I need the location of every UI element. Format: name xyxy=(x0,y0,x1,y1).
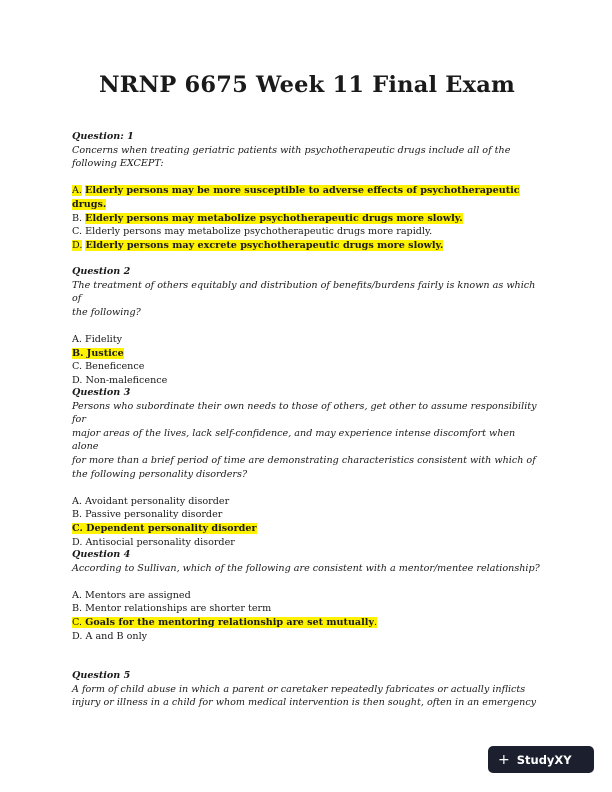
option-suffix: . xyxy=(374,616,378,628)
option-letter: B. xyxy=(72,509,83,521)
option-text: A and B only xyxy=(85,630,148,642)
option-text: drugs. xyxy=(72,198,107,210)
option-letter: D. xyxy=(72,536,83,548)
option-text: Mentor relationships are shorter term xyxy=(85,603,272,615)
option-text: Mentors are assigned xyxy=(85,589,191,601)
question-heading: Question 4 xyxy=(72,549,131,560)
question-stem-line: the following? xyxy=(72,306,141,318)
question-stem-line: Concerns when treating geriatric patients with psychotherapeutic drugs include all of the xyxy=(72,144,511,156)
question-stem-line: following EXCEPT: xyxy=(72,158,164,170)
badge-label: StudyXY xyxy=(516,752,572,767)
question-heading: Question 5 xyxy=(72,670,131,681)
question-stem-line: major areas of the lives, lack self-confidence, and may experience intense discomfort when alone xyxy=(72,427,516,453)
answer-option xyxy=(72,239,542,253)
question-2 xyxy=(72,265,542,387)
option-letter: D. xyxy=(72,630,83,642)
option-text: Elderly persons may metabolize psychotherapeutic drugs more slowly. xyxy=(85,212,463,224)
option-letter: D. xyxy=(72,374,83,386)
question-4 xyxy=(72,548,542,643)
answer-option xyxy=(72,333,542,347)
answer-option xyxy=(72,602,542,616)
option-letter: A. xyxy=(72,495,82,507)
option-text: Elderly persons may be more susceptible to adverse effects of psychotherapeutic xyxy=(85,185,520,197)
option-letter: C. xyxy=(72,522,83,534)
answer-option xyxy=(72,495,542,509)
option-text: Goals for the mentoring relationship are set mutually xyxy=(85,616,375,628)
question-stem-line: the following personality disorders? xyxy=(72,468,248,480)
question-heading: Question 2 xyxy=(72,266,131,277)
option-letter: A. xyxy=(72,185,82,197)
question-stem-line: According to Sullivan, which of the following are consistent with a mentor/mentee relationship? xyxy=(72,562,540,574)
option-text: Beneficence xyxy=(85,361,145,373)
option-letter: A. xyxy=(72,333,82,345)
option-text: Justice xyxy=(86,347,124,359)
answer-option xyxy=(72,360,542,374)
option-letter: C. xyxy=(72,616,83,628)
question-stem-line: The treatment of others equitably and distribution of benefits/burdens fairly is known as which of xyxy=(72,279,536,305)
answer-option xyxy=(72,184,542,198)
question-5 xyxy=(72,669,542,710)
answer-option xyxy=(72,630,542,644)
option-text: Avoidant personality disorder xyxy=(85,495,230,507)
option-text: Non-maleficence xyxy=(85,374,168,386)
option-letter: B. xyxy=(72,212,83,224)
studyxy-badge[interactable] xyxy=(488,746,594,773)
question-heading: Question: 1 xyxy=(72,131,134,142)
question-1 xyxy=(72,130,542,252)
option-letter: B. xyxy=(72,603,83,615)
answer-option xyxy=(72,225,542,239)
answer-option xyxy=(72,212,542,226)
plus-icon: + xyxy=(498,751,510,768)
option-text: Antisocial personality disorder xyxy=(85,536,235,548)
option-text: Elderly persons may metabolize psychotherapeutic drugs more rapidly. xyxy=(85,226,433,238)
option-text: Passive personality disorder xyxy=(85,509,223,521)
answer-option-continued xyxy=(72,198,542,212)
answer-option xyxy=(72,589,542,603)
option-letter: C. xyxy=(72,226,83,238)
option-letter: B. xyxy=(72,347,84,359)
option-letter: A. xyxy=(72,589,82,601)
question-stem-line: for more than a brief period of time are demonstrating characteristics consistent with which of xyxy=(72,454,536,466)
answer-option xyxy=(72,522,542,536)
question-stem-line: Persons who subordinate their own needs to those of others, get other to assume responsibility for xyxy=(72,400,537,426)
option-text: Elderly persons may excrete psychotherapeutic drugs more slowly. xyxy=(85,239,444,251)
page-title: NRNP 6675 Week 11 Final Exam xyxy=(98,72,516,98)
option-text: Fidelity xyxy=(85,333,123,345)
question-stem-line: A form of child abuse in which a parent or caretaker repeatedly fabricates or actually inflicts xyxy=(72,683,526,695)
option-text: Dependent personality disorder xyxy=(86,522,257,534)
answer-option xyxy=(72,508,542,522)
option-letter: D. xyxy=(72,239,83,251)
answer-option xyxy=(72,347,542,361)
option-letter: C. xyxy=(72,361,83,373)
question-heading: Question 3 xyxy=(72,387,131,398)
question-3 xyxy=(72,386,542,549)
question-stem-line: injury or illness in a child for whom medical intervention is then sought, often in an emergency xyxy=(72,697,537,709)
answer-option xyxy=(72,616,542,630)
